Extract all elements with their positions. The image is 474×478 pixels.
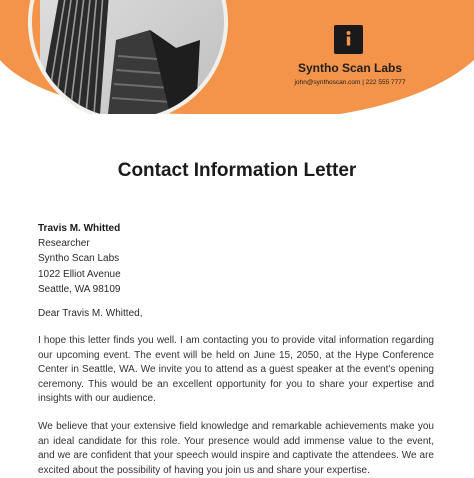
recipient-address	[38, 221, 121, 297]
body-paragraph: I hope this letter finds you well. I am contacting you to provide vital information regarding our upcoming event. The event will be held on June 15, 2050, at the Hype Conference Center in Seattle, WA. We invite you to attend as a guest speaker at the event's opening ceremony. This would be an excellent opportunity for you to share your expertise and insights with our audience.	[38, 335, 434, 405]
company-contact: john@synthoscan.com | 222 555 7777	[294, 79, 406, 86]
recipient-name: Travis M. Whitted	[38, 223, 121, 234]
info-icon	[334, 25, 363, 54]
letter-title: Contact Information Letter	[117, 160, 357, 181]
header-graphic	[0, 0, 474, 114]
greeting: Dear Travis M. Whitted,	[38, 308, 143, 319]
recipient-company: Syntho Scan Labs	[38, 253, 120, 265]
recipient-street: 1022 Elliot Avenue	[38, 268, 121, 280]
company-logo	[334, 25, 363, 54]
recipient-role: Researcher	[38, 238, 90, 250]
recipient-city: Seattle, WA 98109	[38, 283, 121, 295]
body-paragraph: We believe that your extensive field knowledge and remarkable achievements make you an ideal candidate for this role. Your presence would add immense value to the event, and we are confident that your speech would inspire and captivate the attendees. We are excited about the possibility of having you join us and share your expertise.	[38, 421, 434, 476]
letterhead	[0, 0, 474, 114]
company-name: Syntho Scan Labs	[297, 61, 403, 75]
